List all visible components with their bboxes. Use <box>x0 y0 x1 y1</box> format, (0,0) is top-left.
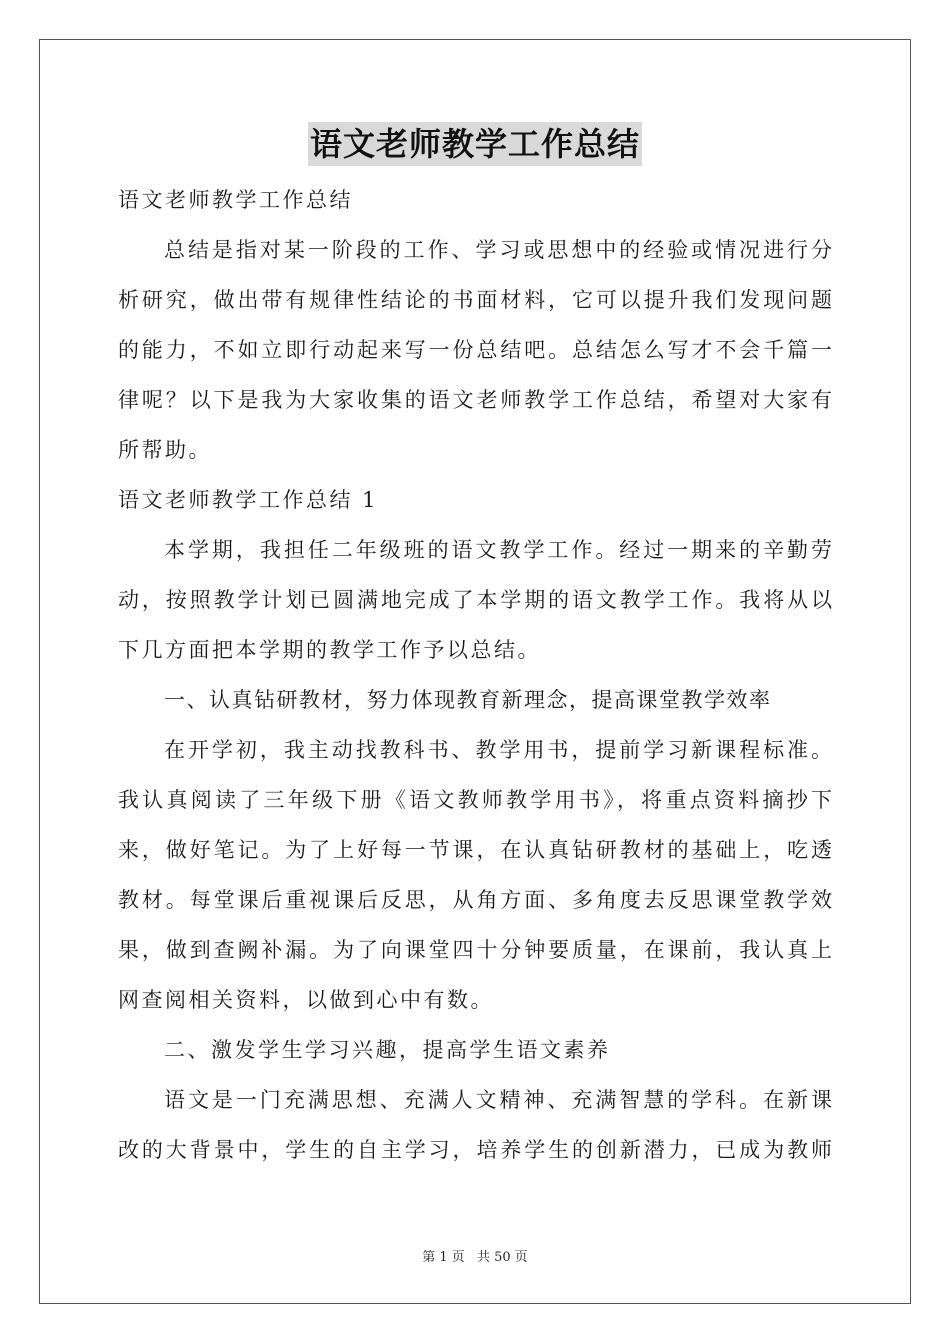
paragraph-line: 动，按照教学计划已圆满地完成了本学期的语文教学工作。我将从以 <box>118 588 832 612</box>
paragraph-line: 的能力，不如立即行动起来写一份总结吧。总结怎么写才不会千篇一 <box>118 338 832 362</box>
document-body <box>118 175 832 1175</box>
section-heading: 语文老师教学工作总结 1 <box>118 488 379 512</box>
paragraph-line: 我认真阅读了三年级下册《语文教师教学用书》，将重点资料摘抄下 <box>118 788 832 812</box>
paragraph-line: 析研究，做出带有规律性结论的书面材料，它可以提升我们发现问题 <box>118 288 832 312</box>
paragraph-line: 律呢？以下是我为大家收集的语文老师教学工作总结，希望对大家有 <box>118 388 832 412</box>
title-wrap <box>0 122 950 166</box>
paragraph-line: 总结是指对某一阶段的工作、学习或思想中的经验或情况进行分 <box>164 238 832 262</box>
subsection-heading: 一、认真钻研教材，努力体现教育新理念，提高课堂教学效率 <box>164 688 772 712</box>
paragraph-line: 下几方面把本学期的教学工作予以总结。 <box>118 638 541 662</box>
subsection-heading: 二、激发学生学习兴趣，提高学生语文素养 <box>164 1038 611 1062</box>
paragraph-line: 所帮助。 <box>118 438 212 462</box>
page-total: 共 50 页 <box>476 1250 528 1265</box>
paragraph-line: 果，做到查阙补漏。为了向课堂四十分钟要质量，在课前，我认真上 <box>118 938 832 962</box>
paragraph-line: 本学期，我担任二年级班的语文教学工作。经过一期来的辛勤劳 <box>164 538 832 562</box>
paragraph-line: 教材。每堂课后重视课后反思，从角方面、多角度去反思课堂教学效 <box>118 888 832 912</box>
subtitle-line: 语文老师教学工作总结 <box>118 188 353 212</box>
page-number: 第 1 页 <box>422 1250 465 1265</box>
paragraph-line: 网查阅相关资料，以做到心中有数。 <box>118 988 494 1012</box>
paragraph-line: 在开学初，我主动找教科书、教学用书，提前学习新课程标准。 <box>164 738 832 762</box>
page-footer <box>0 1246 950 1265</box>
paragraph-line: 来，做好笔记。为了上好每一节课，在认真钻研教材的基础上，吃透 <box>118 838 832 862</box>
paragraph-line: 语文是一门充满思想、充满人文精神、充满智慧的学科。在新课 <box>164 1088 832 1112</box>
paragraph-line: 改的大背景中，学生的自主学习，培养学生的创新潜力，已成为教师 <box>118 1138 832 1162</box>
document-title: 语文老师教学工作总结 <box>308 122 642 166</box>
